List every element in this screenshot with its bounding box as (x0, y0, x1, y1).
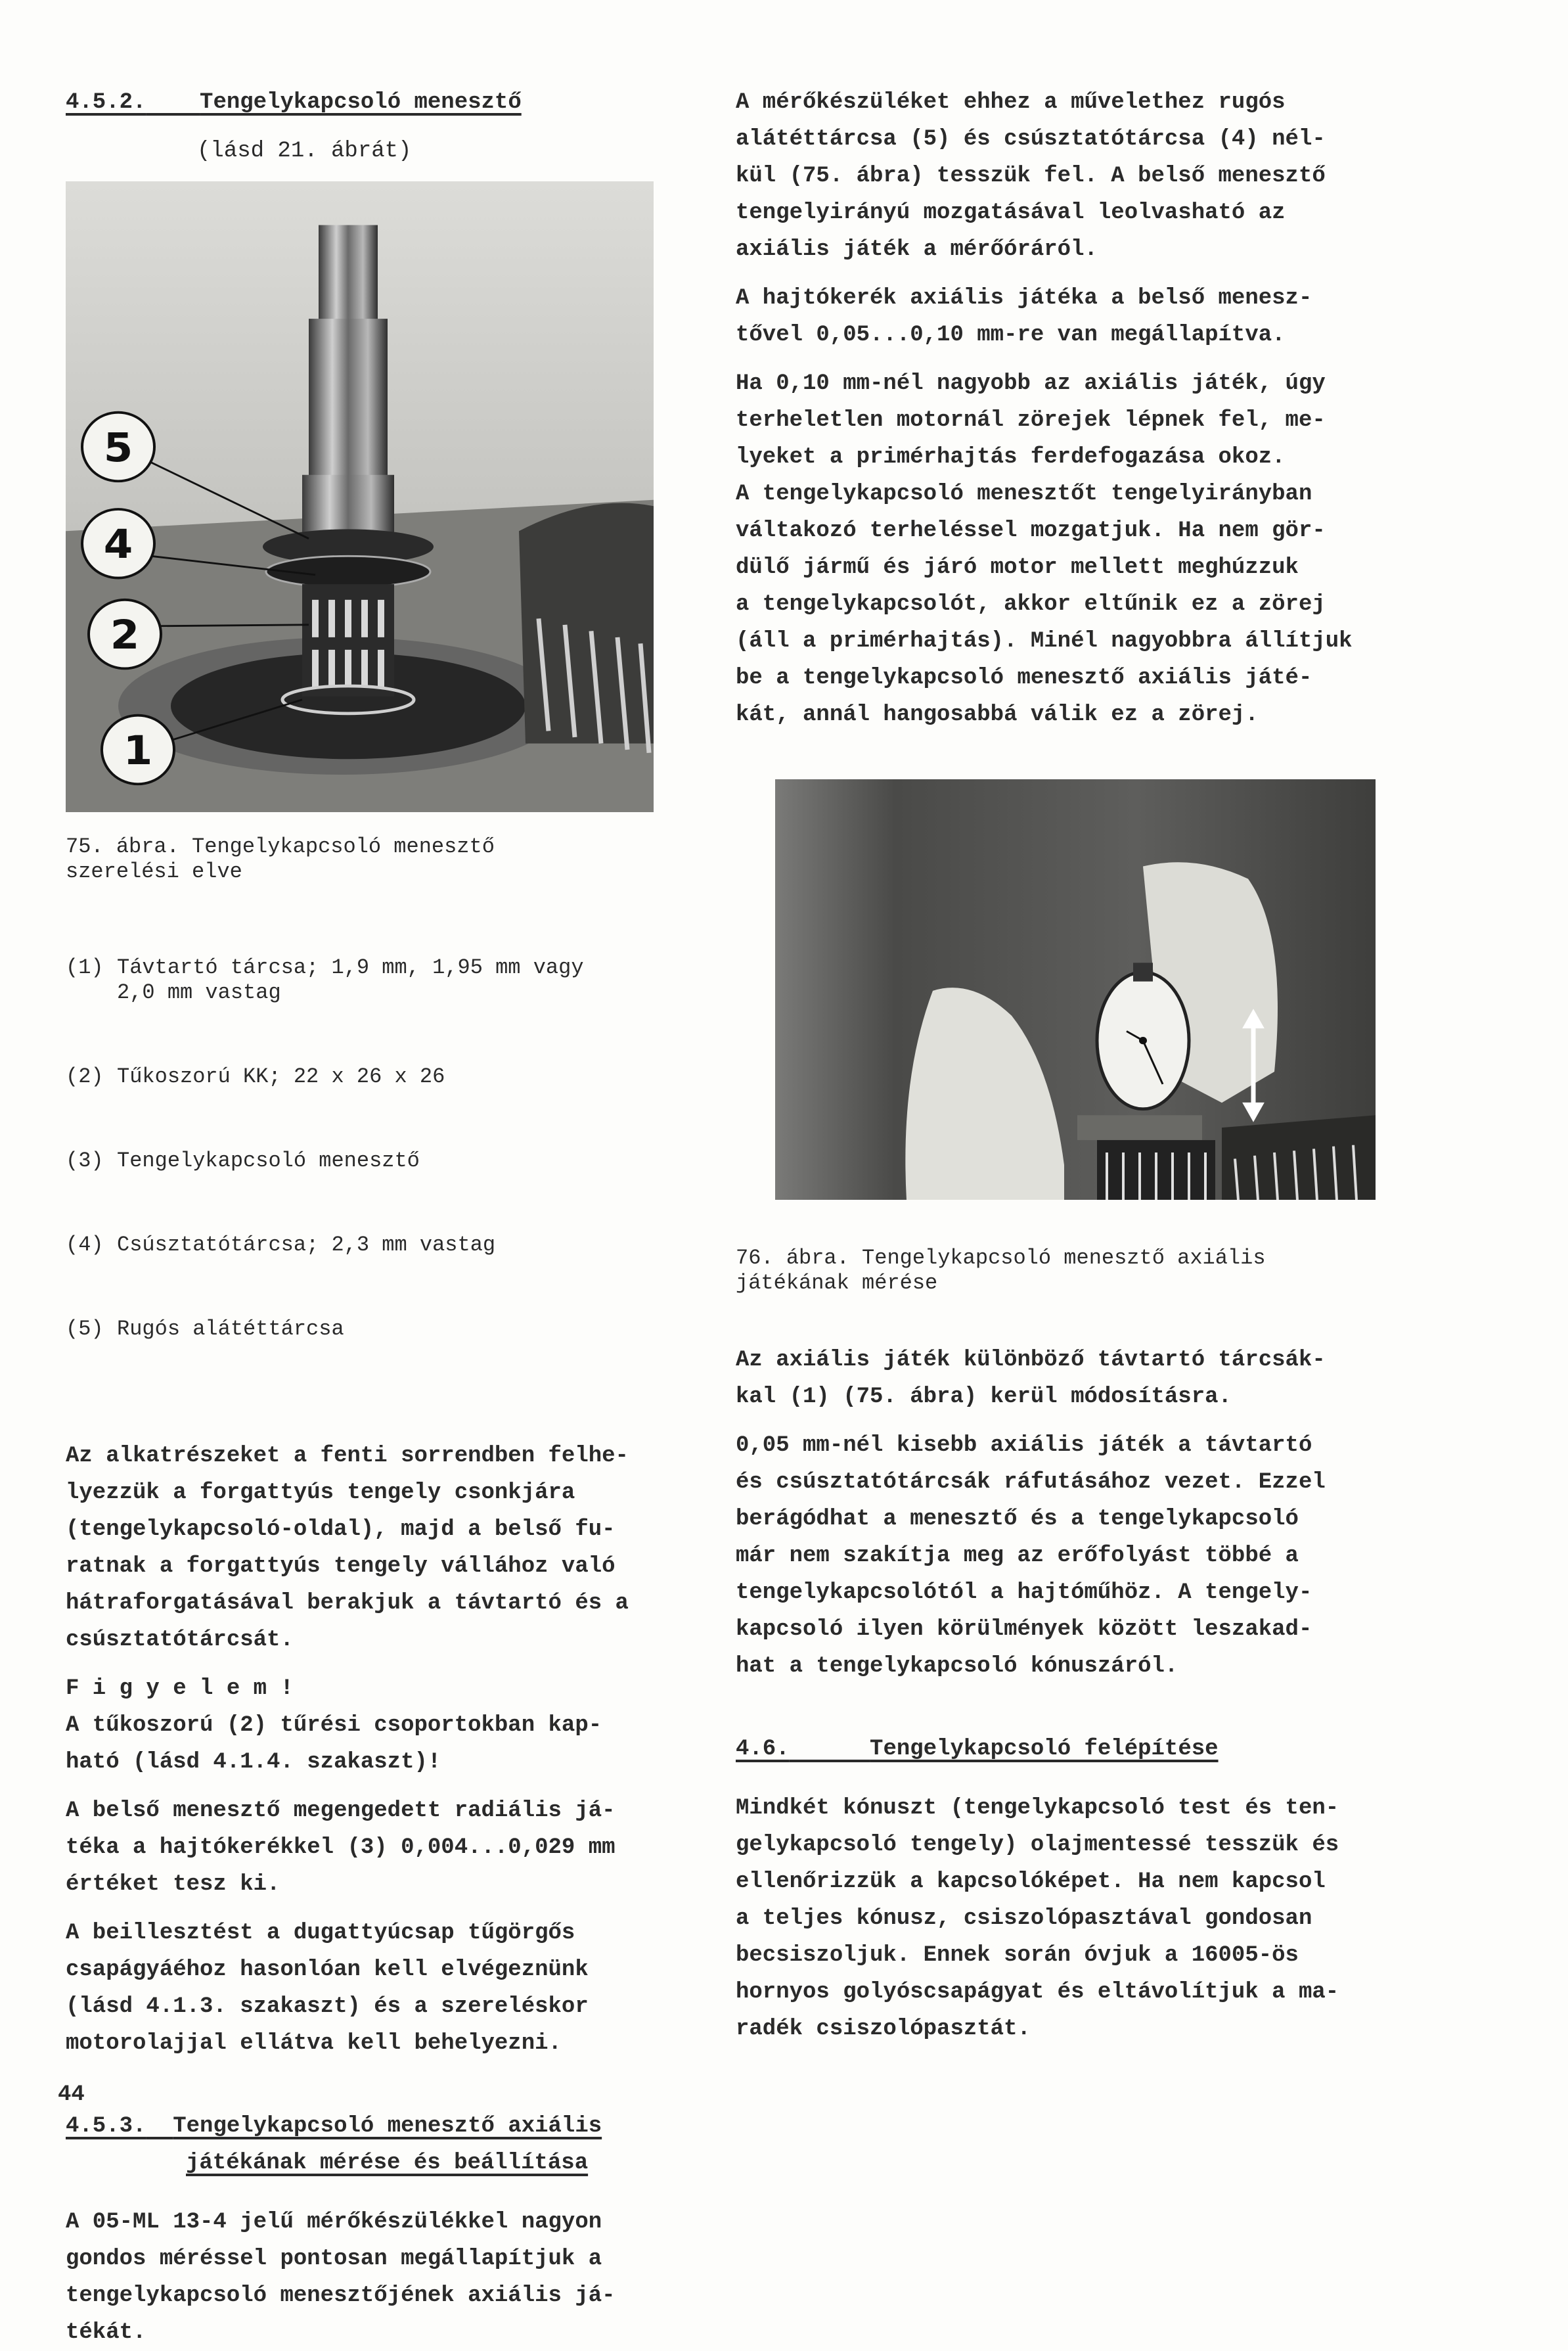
legend-item: (4) Csúsztatótárcsa; 2,3 mm vastag (66, 1233, 496, 1257)
left-column (66, 84, 723, 2351)
section-number: 4.5.3. (66, 2114, 146, 2139)
paragraph: Az axiális játék különböző távtartó tárcsák- kal (1) (75. ábra) kerül módosításra. (736, 1348, 1326, 1409)
legend-item: (2) Tűkoszorú KK; 22 x 26 x 26 (66, 1064, 445, 1089)
section-4-6-body: Mindkét kónuszt (tengelykapcsoló test és ten- gelykapcsoló tengely) olajmentessé tesszük és ellenőrizzük a kapcsolóképet. Ha nem kapcsol a teljes kónusz, csiszolópasztával gondosan becsiszoljuk. Ennek során óvjuk a 16005-ös hornyos golyóscsapágyat és eltávolítjuk a ma- radék csiszolópasztát. (736, 1796, 1339, 2042)
figure-75-legend (66, 896, 723, 1392)
caption-line: játékának mérése (736, 1271, 938, 1295)
section-heading-4-6 (736, 1731, 1419, 1768)
page-number: 44 (58, 2082, 85, 2107)
legend-item: (1) Távtartó tárcsa; 1,9 mm, 1,95 mm vagy 2,0 mm vastag (66, 955, 584, 1005)
legend-item: (5) Rugós alátéttárcsa (66, 1317, 344, 1341)
dial-gauge-measurement-illustration (775, 779, 1376, 1200)
section-number: 4.6. (736, 1737, 790, 1762)
figure-76-caption (736, 1246, 1419, 1296)
section-heading-4-5-3 (66, 2108, 723, 2181)
clutch-driver-assembly-illustration (66, 181, 654, 812)
figure-75-photo (66, 181, 654, 812)
section-title: Tengelykapcsoló menesztő (200, 90, 522, 115)
caption-line: szerelési elve (66, 859, 242, 884)
caption-line: 76. ábra. Tengelykapcsoló menesztő axiális (736, 1246, 1266, 1270)
callout-label: 2 (110, 611, 140, 658)
figure-76-photo (775, 779, 1376, 1200)
section-4-5-3-body: A 05-ML 13-4 jelű mérőkészülékkel nagyon gondos méréssel pontosan megállapítjuk a tengelykapcsoló menesztőjének axiális já- tékát. (66, 2210, 616, 2345)
paragraph: A hajtókerék axiális játéka a belső menesz- tővel 0,05...0,10 mm-re van megállapítva. (736, 286, 1312, 348)
paragraph: A beillesztést a dugattyúcsap tűgörgős csapágyáéhoz hasonlóan kell elvégeznünk (lásd 4.1.3. szakaszt) és a szereléskor motorolajjal ellátva kell behelyezni. (66, 1921, 589, 2056)
paragraph: A tűkoszorú (2) tűrési csoportokban kap- ható (lásd 4.1.4. szakaszt)! (66, 1713, 602, 1775)
callout-label: 4 (103, 520, 133, 568)
callout-label: 1 (123, 727, 153, 774)
section-title: Tengelykapcsoló felépítése (870, 1737, 1219, 1762)
paragraph: Ha 0,10 mm-nél nagyobb az axiális játék, úgy terheletlen motornál zörejek lépnek fel, me- lyeket a primérhajtás ferdefogazása okoz. A tengelykapcsoló menesztőt tengelyirányban váltakozó terheléssel mozgatjuk. Ha nem gör- dülő jármű és járó motor mellett meghúzzuk a tengelykapcsolót, akkor eltűnik ez a zörej (áll a primérhajtás). Minél nagyobbra állítjuk be a tengelykapcsoló menesztő axiális játé- kát, annál hangosabbá válik ez a zörej. (736, 371, 1353, 727)
paragraph: 0,05 mm-nél kisebb axiális játék a távtartó és csúsztatótárcsák ráfutásához vezet. Ezzel berágódhat a menesztő és a tengelykapcsoló már nem szakítja meg az erőfolyást többé a tengelykapcsolótól a hajtóműhöz. A tengely- kapcsoló ilyen körülmények között leszakad- hat a tengelykapcsoló kónuszáról. (736, 1433, 1326, 1679)
paragraph: A mérőkészüléket ehhez a művelethez rugós alátéttárcsa (5) és csúsztatótárcsa (4) nél- kül (75. ábra) tesszük fel. A belső menesztő tengelyirányú mozgatásával leolvasható az axiális játék a mérőóráról. (736, 90, 1326, 262)
section-title: Tengelykapcsoló menesztő axiális (173, 2114, 602, 2139)
section-subtitle: (lásd 21. ábrát) (197, 139, 412, 164)
paragraph: Az alkatrészeket a fenti sorrendben felhe- lyezzük a forgattyús tengely csonkjára (tengelykapcsoló-oldal), majd a belső fu- ratnak a forgattyús tengely vállához való hátraforgatásával berakjuk a távtartó és a csúsztatótárcsát. (66, 1444, 629, 1653)
callout-label: 5 (103, 424, 133, 471)
right-column (736, 84, 1419, 2047)
figure-75-caption (66, 834, 723, 884)
section-title-line2: játékának mérése és beállítása (186, 2151, 589, 2176)
section-heading-4-5-2 (66, 84, 723, 121)
caption-line: 75. ábra. Tengelykapcsoló menesztő (66, 834, 495, 859)
legend-item: (3) Tengelykapcsoló menesztő (66, 1149, 420, 1173)
section-number: 4.5.2. (66, 90, 146, 115)
attention-note: F i g y e l e m ! (66, 1676, 294, 1701)
paragraph: A belső menesztő megengedett radiális já- téka a hajtókerékkel (3) 0,004...0,029 mm értéket tesz ki. (66, 1798, 616, 1897)
